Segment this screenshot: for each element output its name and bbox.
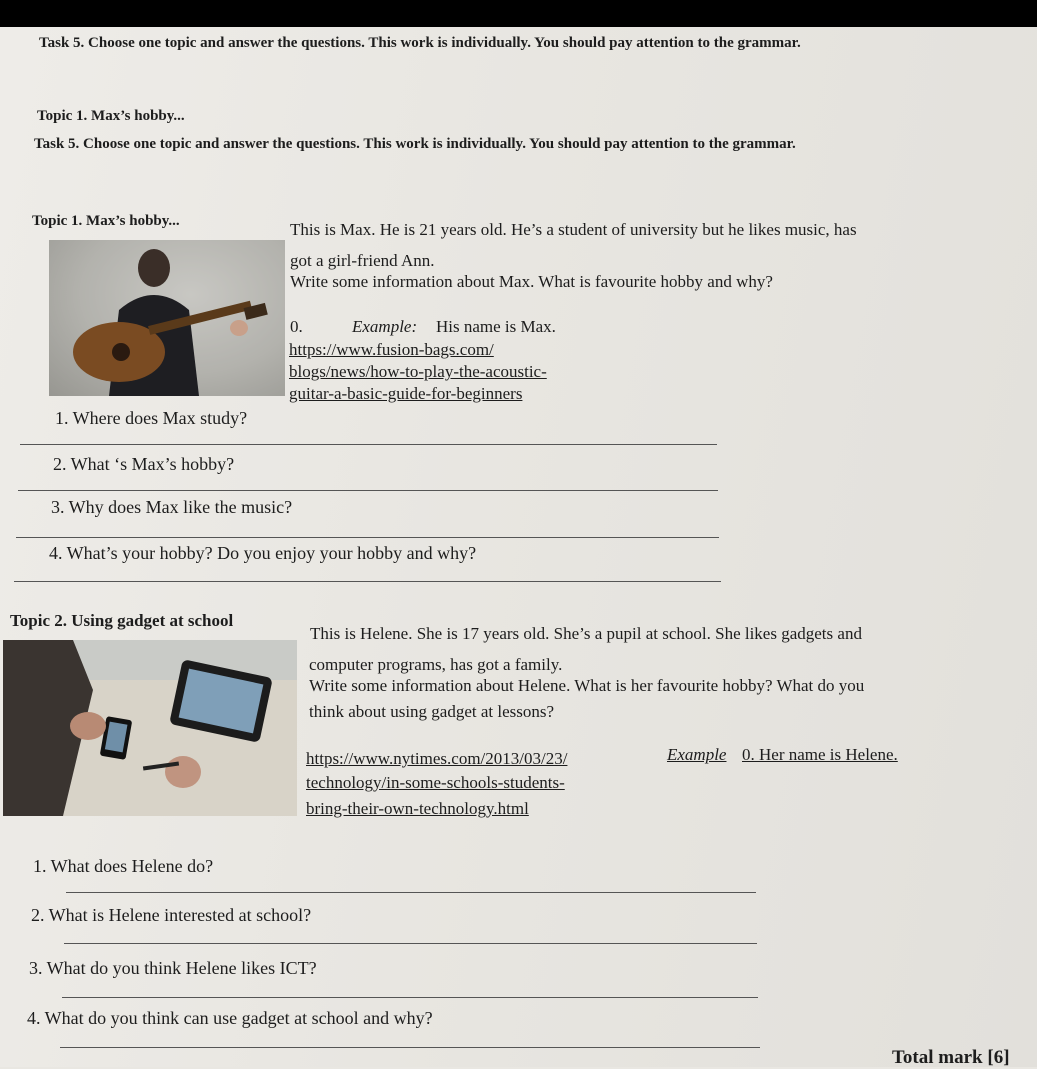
answer-line-7 — [62, 997, 758, 998]
topic1-example-number: 0. — [290, 317, 303, 336]
topic1-link-line2[interactable]: blogs/news/how-to-play-the-acoustic- — [289, 362, 547, 381]
topic2-question-1: 1. What does Helene do? — [33, 856, 214, 876]
topic1-question-1: 1. Where does Max study? — [55, 408, 248, 428]
top-black-bar — [0, 0, 1037, 27]
topic1-link-line3[interactable]: guitar-a-basic-guide-for-beginners — [289, 384, 523, 403]
topic1-question-2: 2. What ‘s Max’s hobby? — [53, 454, 235, 474]
max-guitar-photo — [49, 240, 285, 396]
task-heading-1: Task 5. Choose one topic and answer the questions. This work is individually. You should pay attention to the grammar. — [39, 35, 801, 51]
topic2-link-line2[interactable]: technology/in-some-schools-students- — [306, 773, 565, 792]
answer-line-4 — [14, 581, 721, 582]
topic1-example-text: His name is Max. — [436, 317, 556, 336]
answer-line-3 — [16, 537, 719, 538]
topic2-intro-line4: think about using gadget at lessons? — [309, 702, 555, 721]
helene-gadget-photo — [3, 640, 297, 816]
topic2-example-label: Example — [667, 745, 727, 764]
guitar-player-illustration — [49, 240, 285, 396]
topic1-question-3: 3. Why does Max like the music? — [51, 497, 293, 517]
topic2-intro-line1: This is Helene. She is 17 years old. She’s a pupil at school. She likes gadgets and — [310, 624, 862, 643]
answer-line-1 — [20, 444, 717, 445]
topic1-question-4: 4. What’s your hobby? Do you enjoy your hobby and why? — [49, 543, 477, 563]
answer-line-8 — [60, 1047, 760, 1048]
topic2-question-3: 3. What do you think Helene likes ICT? — [29, 958, 317, 978]
student-tablet-illustration — [3, 640, 297, 816]
answer-line-6 — [64, 943, 757, 944]
topic1-link-line1[interactable]: https://www.fusion-bags.com/ — [289, 340, 494, 359]
topic2-heading: Topic 2. Using gadget at school — [10, 611, 234, 630]
topic1-intro-line3: Write some information about Max. What is favourite hobby and why? — [290, 272, 773, 291]
topic2-intro-line2: computer programs, has got a family. — [309, 655, 563, 674]
answer-line-5 — [66, 892, 756, 893]
total-mark: Total mark [6] — [892, 1047, 1010, 1068]
topic2-intro-line3: Write some information about Helene. What is her favourite hobby? What do you — [309, 676, 865, 695]
topic2-example-text: 0. Her name is Helene. — [742, 745, 898, 764]
topic2-question-4: 4. What do you think can use gadget at school and why? — [27, 1008, 433, 1028]
task-heading-2: Task 5. Choose one topic and answer the questions. This work is individually. You should pay attention to the grammar. — [34, 136, 796, 152]
answer-line-2 — [18, 490, 718, 491]
topic2-link-line1[interactable]: https://www.nytimes.com/2013/03/23/ — [306, 749, 568, 768]
topic2-question-2: 2. What is Helene interested at school? — [31, 905, 312, 925]
topic1-example-label: Example: — [352, 317, 418, 336]
topic1-heading-first: Topic 1. Max’s hobby... — [37, 108, 185, 124]
topic1-heading: Topic 1. Max’s hobby... — [32, 213, 180, 229]
topic1-intro-line2: got a girl-friend Ann. — [290, 251, 435, 270]
topic2-link-line3[interactable]: bring-their-own-technology.html — [306, 799, 529, 818]
topic1-intro-line1: This is Max. He is 21 years old. He’s a student of university but he likes music, has — [290, 220, 857, 239]
